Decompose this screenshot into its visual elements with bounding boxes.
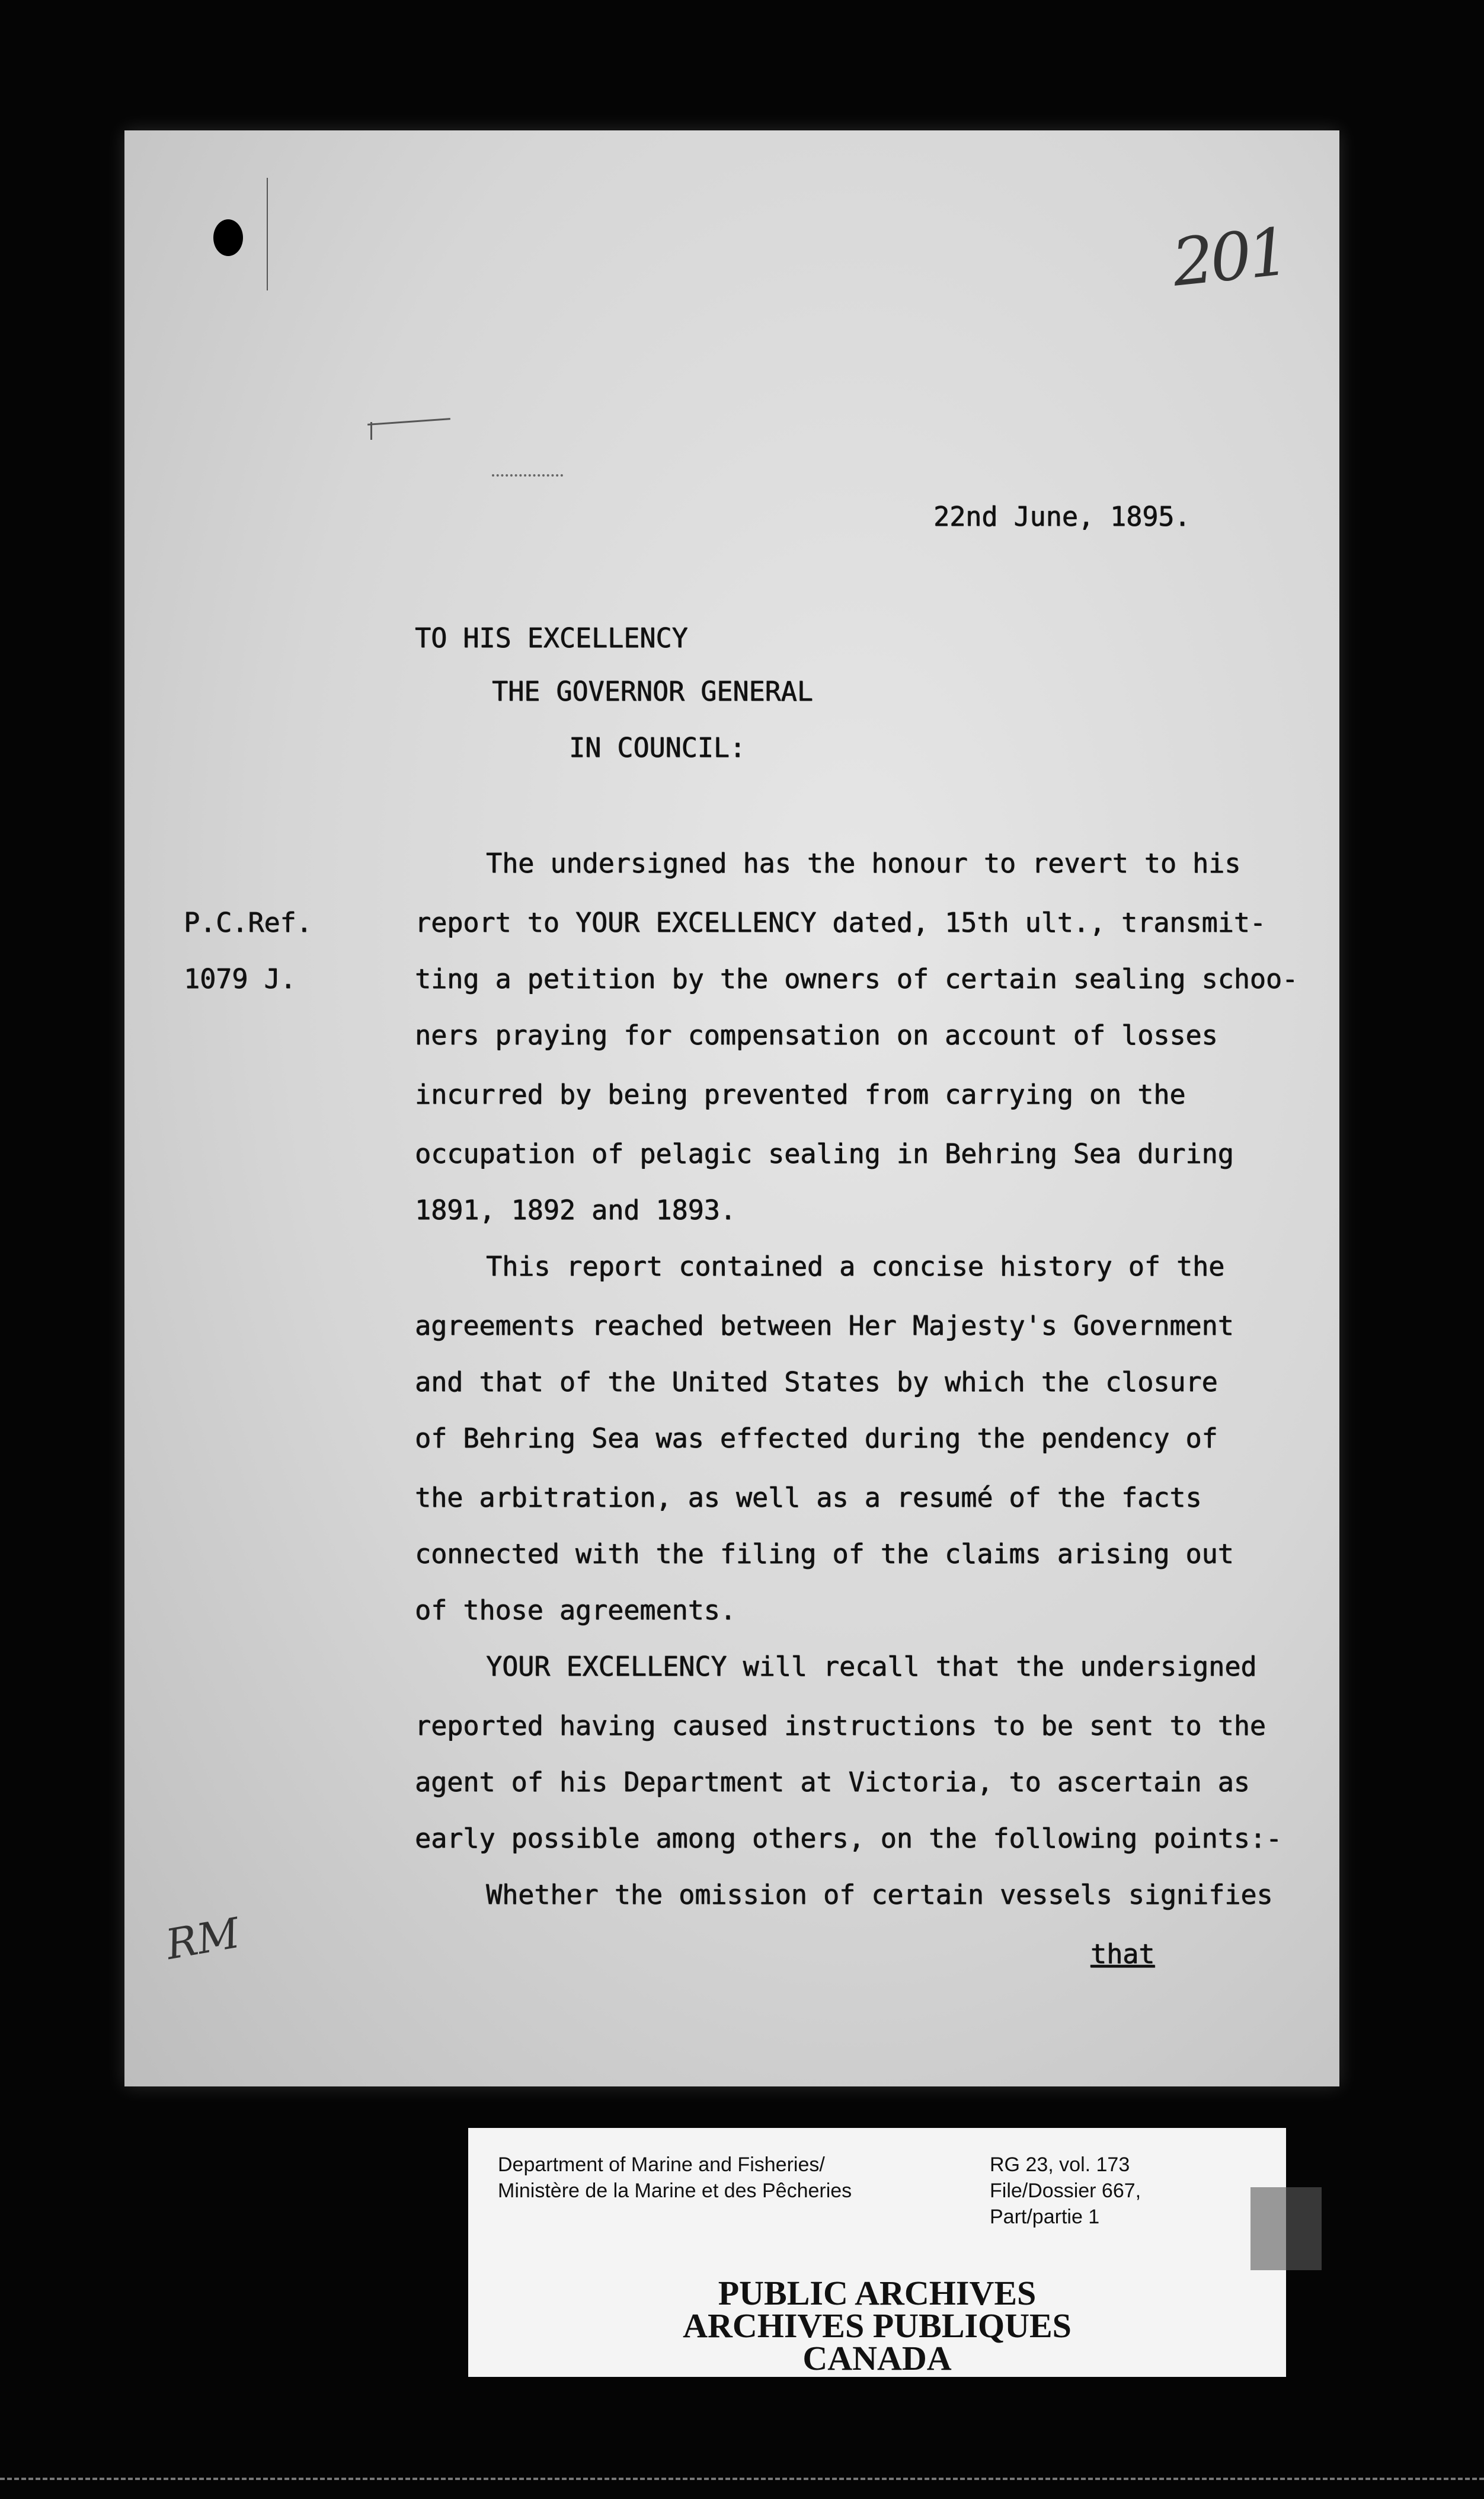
- address-line-2: THE GOVERNOR GENERAL: [492, 676, 813, 707]
- body-line: early possible among others, on the following points:-: [415, 1823, 1282, 1854]
- body-line: YOUR EXCELLENCY will recall that the undersigned: [486, 1651, 1257, 1682]
- address-line-3: IN COUNCIL:: [569, 732, 746, 763]
- body-line: of those agreements.: [415, 1594, 736, 1626]
- body-line: occupation of pelagic sealing in Behring Sea during: [415, 1138, 1234, 1169]
- body-line: ting a petition by the owners of certain sealing schoo-: [415, 963, 1298, 995]
- body-line: ners praying for compensation on account of losses: [415, 1020, 1218, 1051]
- body-line: incurred by being prevented from carrying on the: [415, 1079, 1186, 1110]
- department-english: Department of Marine and Fisheries/: [498, 2153, 825, 2176]
- file-number: File/Dossier 667,: [990, 2180, 1141, 2202]
- body-line: connected with the filing of the claims arising out: [415, 1538, 1234, 1570]
- film-edge: [0, 2478, 1484, 2484]
- archive-name-english: PUBLIC ARCHIVES: [718, 2274, 1037, 2312]
- body-line: agent of his Department at Victoria, to ascertain as: [415, 1766, 1250, 1798]
- catchword: that: [1090, 1938, 1155, 1970]
- body-line: agreements reached between Her Majesty's Government: [415, 1310, 1234, 1341]
- pencil-mark-vertical: [370, 422, 372, 440]
- body-line: Whether the omission of certain vessels signifies: [486, 1879, 1273, 1910]
- record-group: RG 23, vol. 173: [990, 2153, 1130, 2176]
- body-line: of Behring Sea was effected during the pendency of: [415, 1423, 1218, 1454]
- document-page: [124, 130, 1339, 2086]
- label-smudge: [1250, 2187, 1322, 2270]
- part-number: Part/partie 1: [990, 2206, 1100, 2228]
- body-line: reported having caused instructions to be sent to the: [415, 1710, 1266, 1741]
- body-line: the arbitration, as well as a resumé of the facts: [415, 1482, 1202, 1513]
- archive-name-french: ARCHIVES PUBLIQUES: [683, 2306, 1072, 2345]
- pencil-annotation-folio: 201: [1168, 213, 1290, 301]
- body-line: 1891, 1892 and 1893.: [415, 1194, 736, 1226]
- margin-reference-line-1: P.C.Ref.: [184, 907, 312, 938]
- address-line-1: TO HIS EXCELLENCY: [415, 622, 688, 654]
- archive-country: CANADA: [802, 2339, 952, 2377]
- pencil-mark: [367, 418, 450, 426]
- department-french: Ministère de la Marine et des Pêcheries: [498, 2180, 852, 2202]
- body-line: The undersigned has the honour to revert to his: [486, 848, 1241, 879]
- pencil-annotation-initials: RM: [162, 1908, 244, 1970]
- archive-label: [468, 2128, 1286, 2377]
- margin-rule: [267, 178, 268, 290]
- body-line: report to YOUR EXCELLENCY dated, 15th ult., transmit-: [415, 907, 1266, 938]
- letter-date: 22nd June, 1895.: [933, 501, 1191, 532]
- dotted-mark: [492, 474, 563, 478]
- margin-reference-line-2: 1079 J.: [184, 963, 296, 995]
- punch-hole: [213, 219, 243, 256]
- body-line: This report contained a concise history of the: [486, 1251, 1225, 1282]
- body-line: and that of the United States by which the closure: [415, 1366, 1218, 1398]
